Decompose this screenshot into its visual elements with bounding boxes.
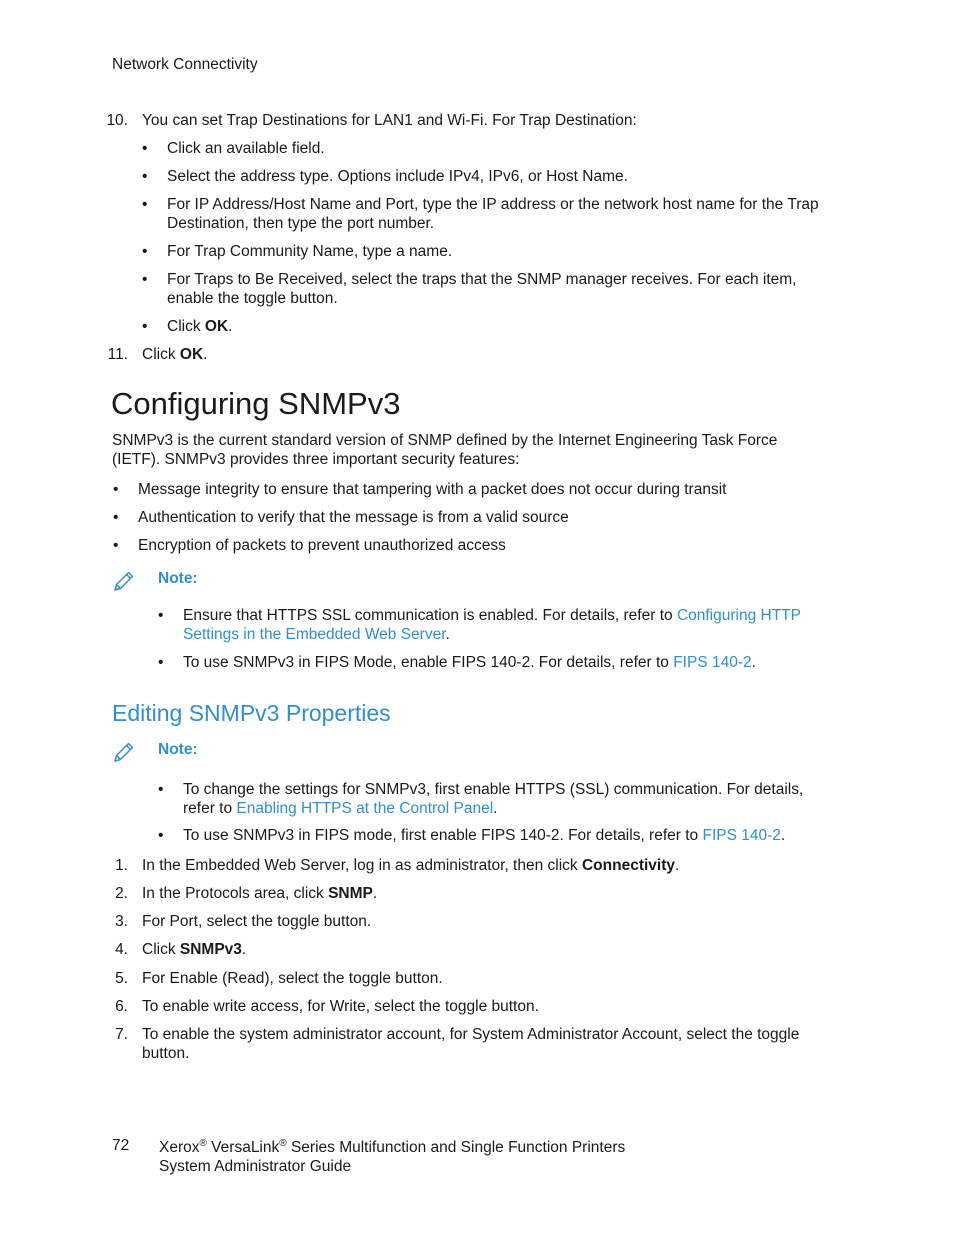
step-text: Click OK. (142, 346, 208, 363)
step-number: 10. (106, 112, 128, 129)
fips-link[interactable]: FIPS 140-2 (673, 654, 752, 671)
step-text: Click SNMPv3. (142, 941, 247, 958)
list-item: • For Trap Community Name, type a name. (167, 242, 827, 261)
step-text: You can set Trap Destinations for LAN1 and Wi-Fi. For Trap Destination: (142, 112, 637, 129)
footer-title: Xerox® VersaLink® Series Multifunction and Single Function Printers System Administrator Guide (159, 1137, 626, 1175)
step-text: To enable write access, for Write, select the toggle button. (142, 998, 539, 1015)
step-text: In the Protocols area, click SNMP. (142, 885, 378, 902)
fips-link[interactable]: FIPS 140-2 (702, 827, 781, 844)
ok-label: OK (204, 318, 229, 335)
page-number: 72 (112, 1137, 130, 1154)
step-number: 2. (115, 885, 128, 902)
ok-label: OK (179, 346, 204, 363)
footer-subtitle: System Administrator Guide (159, 1158, 352, 1175)
step-number: 5. (115, 970, 128, 987)
text: Click (167, 318, 205, 335)
section-title: Configuring SNMPv3 (111, 386, 401, 421)
subsection-title: Editing SNMPv3 Properties (112, 700, 391, 726)
text: . (228, 318, 233, 335)
list-item (167, 317, 827, 336)
step-number: 4. (115, 941, 128, 958)
note-item: • To use SNMPv3 in FIPS mode, first enable FIPS 140-2. For details, refer to FIPS 140-2. (183, 826, 828, 845)
configuring-http-link[interactable]: Configuring HTTP Settings in the Embedded Web Server (183, 607, 801, 643)
pencil-note-icon (112, 569, 136, 593)
step-text: For Enable (Read), select the toggle button. (142, 970, 443, 987)
note-label: Note: (158, 570, 198, 587)
enabling-https-link[interactable]: Enabling HTTPS at the Control Panel (236, 800, 494, 817)
feature-item: • Authentication to verify that the message is from a valid source (138, 508, 798, 527)
running-head: Network Connectivity (112, 56, 258, 73)
step-number: 7. (115, 1026, 128, 1043)
feature-item: • Encryption of packets to prevent unauthorized access (138, 536, 798, 555)
list-item: • Select the address type. Options include IPv4, IPv6, or Host Name. (167, 167, 827, 186)
step-text: In the Embedded Web Server, log in as administrator, then click Connectivity. (142, 857, 680, 874)
pencil-note-icon (112, 740, 136, 764)
list-item: • For Traps to Be Received, select the traps that the SNMP manager receives. For each item, enable the toggle button. (167, 270, 827, 308)
step-number: 3. (115, 913, 128, 930)
note-item: • To use SNMPv3 in FIPS Mode, enable FIPS 140-2. For details, refer to FIPS 140-2. (183, 653, 823, 672)
step-number: 11. (107, 346, 128, 363)
note-item: • Ensure that HTTPS SSL communication is enabled. For details, refer to Configuring HTTP Settings in the Embedded Web Server. (183, 606, 823, 644)
note-label: Note: (158, 741, 198, 758)
list-item: • For IP Address/Host Name and Port, type the IP address or the network host name for the Trap Destination, then type the port number. (167, 195, 827, 233)
step-number: 6. (115, 998, 128, 1015)
section-intro: SNMPv3 is the current standard version of SNMP defined by the Internet Engineering Task Force (IETF). SNMPv3 provides three important security features: (112, 432, 778, 468)
note-item: • To change the settings for SNMPv3, first enable HTTPS (SSL) communication. For details, refer to Enabling HTTPS at the Control Panel. (183, 780, 828, 818)
feature-item: • Message integrity to ensure that tampering with a packet does not occur during transit (138, 480, 798, 499)
list-item: • Click an available field. (167, 139, 827, 158)
step-text: For Port, select the toggle button. (142, 913, 372, 930)
step-text: To enable the system administrator account, for System Administrator Account, select the toggle button. (142, 1026, 800, 1062)
step-number: 1. (115, 857, 128, 874)
